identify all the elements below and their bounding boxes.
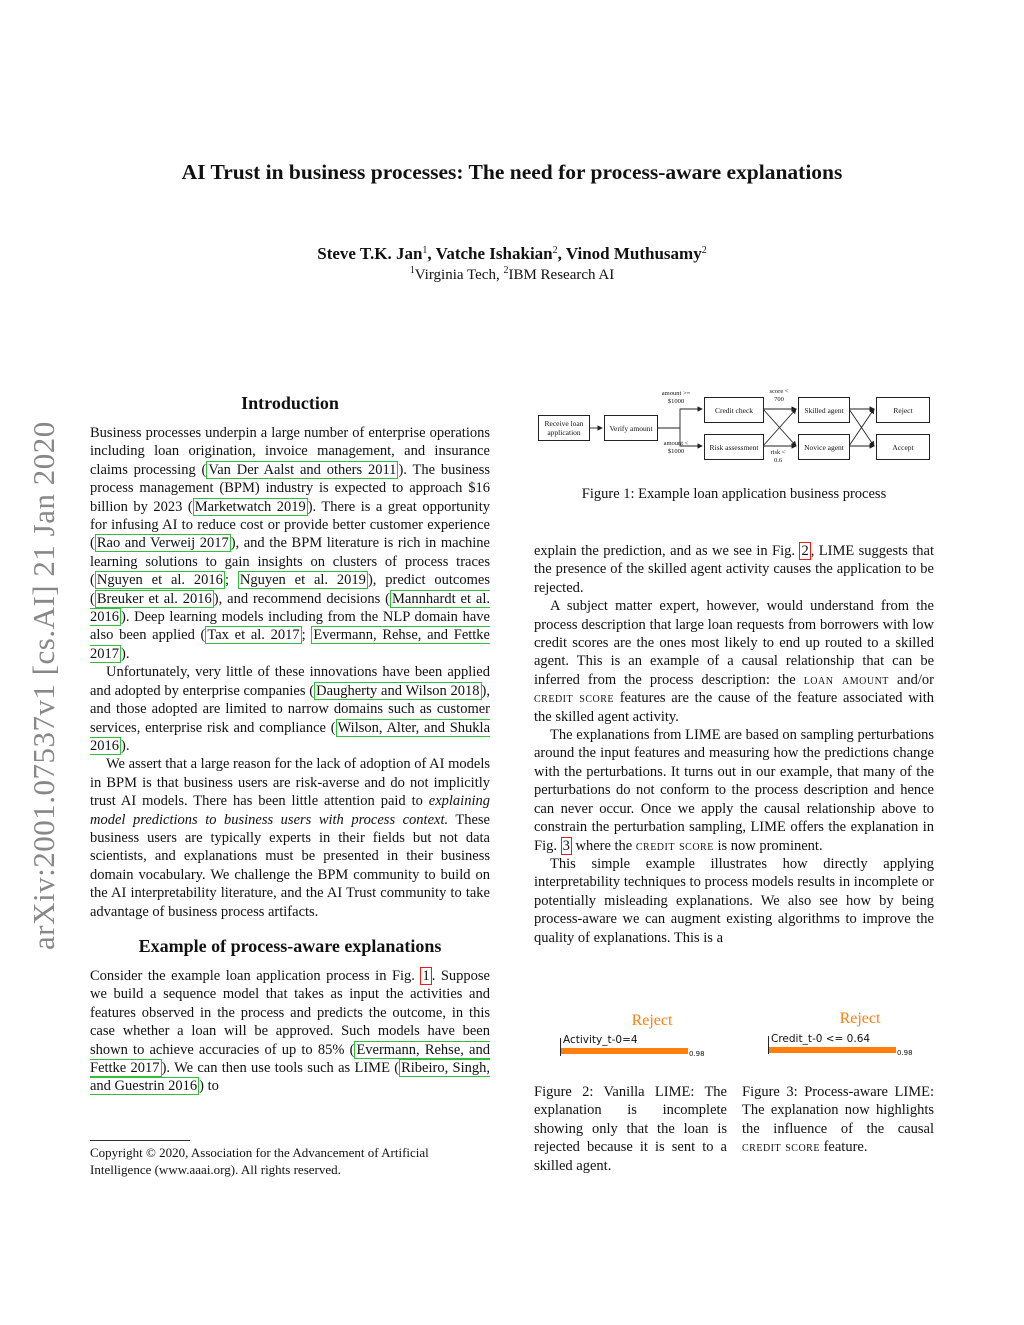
author-name: Steve T.K. Jan [317, 244, 423, 263]
citation-link[interactable]: Mannhardt et al. 2016 [90, 590, 490, 626]
citation-link[interactable]: Ribeiro, Singh, and Guestrin 2016 [90, 1060, 490, 1095]
figure-ref-link[interactable]: 2 [801, 543, 809, 559]
lime-class-title: Reject [839, 1010, 881, 1027]
figure-3-caption: Figure 3: Process-aware LIME: The explanation now highlights the influence of the causal credit score feature. [742, 1084, 934, 1156]
figure-2-lime-chart [552, 1012, 752, 1072]
citation-link[interactable]: Breuker et al. 2016 [96, 590, 212, 607]
author-name: Vatche Ishakian [435, 244, 553, 263]
affil-mark: 2 [701, 245, 707, 256]
citation-link[interactable]: Daugherty and Wilson 2018 [316, 682, 480, 699]
process-step-receive: Receive loan application [538, 415, 590, 441]
right-paragraph-3: The explanations from LIME are based on sampling perturbations around the input features and measuring how the predictions change with the perturbations. It turns out in our example, that many of the perturbations do not conform to the process description and hence can never occur. Once we apply the causal relationship above to constrain the perturbation sampling, LIME offers the explanation in Fig. 3 where the credit score is now prominent. [534, 727, 934, 854]
citation-link[interactable]: Nguyen et al. 2016 [96, 572, 223, 589]
citation-link[interactable]: Evermann, Rehse, and Fettke 2017 [90, 1041, 490, 1076]
process-outcome-accept: Accept [876, 434, 930, 460]
affiliations [0, 267, 1024, 284]
paper-title: AI Trust in business processes: The need for process-aware explanations [181, 160, 843, 184]
figure-ref-link[interactable]: 1 [422, 967, 430, 984]
process-outcome-reject: Reject [876, 397, 930, 423]
process-step-verify: Verify amount [604, 415, 658, 441]
citation-link[interactable]: Marketwatch 2019 [194, 498, 306, 515]
intro-paragraph-2: Unfortunately, very little of these innovations have been applied and adopted by enterprise companies ( Daugherty and Wilson 2018 ), and those adopted are limited to narrow domains such as customer services, enterprise risk and compliance ( Wilson, Alter, and Shukla 2016 ). [90, 664, 490, 754]
arxiv-stamp: arXiv:2001.07537v1 [cs.AI] 21 Jan 2020 [26, 421, 61, 950]
affil-mark: 2 [503, 265, 509, 276]
process-step-risk-assessment: Risk assessment [704, 434, 764, 460]
left-column [90, 392, 490, 1096]
edge-label-amount-low: amount < $1000 [663, 440, 689, 455]
figure-ref-link[interactable]: 3 [562, 837, 570, 854]
edge-label-risk: risk < 0.6 [770, 449, 786, 464]
lime-weight-value: 0.98 [897, 1049, 913, 1057]
figure-3-lime-chart [760, 1010, 960, 1070]
affil-mark: 1 [422, 245, 428, 256]
copyright-footnote: Copyright © 2020, Association for the Advancement of Artificial Intelligence (www.aaai.org). All rights reserved. [90, 1145, 429, 1177]
section-heading-example: Example of process-aware explanations [138, 935, 442, 956]
author-list: Steve T.K. Jan$^1$, Vatche Ishakian$^2$, Vinod Muthusamy$^2$ [317, 244, 707, 263]
edge-label-score: score < 700 [769, 388, 789, 403]
example-paragraph-1: Consider the example loan application process in Fig. 1 . Suppose we build a sequence model that takes as input the activities and features observed in the process and predicts the outcome, in this case whether a loan will be approved. Such models have been shown to achieve accuracies of up to 85% ( Evermann, Rehse, and Fettke 2017 ). We can then use tools such as LIME ( Ribeiro, Singh, and Guestrin 2016 ) to [90, 967, 490, 1095]
section-heading-introduction: Introduction [241, 393, 339, 413]
citation-link[interactable]: Nguyen et al. 2019 [239, 572, 366, 589]
process-step-novice-agent: Novice agent [798, 434, 850, 460]
figure-1-caption: Figure 1: Example loan application business process [581, 486, 887, 502]
figure-1-process-diagram [530, 388, 940, 468]
right-paragraph-1: explain the prediction, and as we see in Fig. 2 , LIME suggests that the presence of the skilled agent activity causes the application to be rejected. [534, 543, 934, 596]
intro-paragraph-1: Business processes underpin a large number of enterprise operations including loan origination, invoice management, and insurance claims processing ( Van Der Aalst and others 2011 ). The business process management (BPM) industry is expected to approach $16 billion by 2023 ( Marketwatch 2019 ). There is a great opportunity for infusing AI to reduce cost or provide better customer experience ( Rao and Verweij 2017 ), and the BPM literature is rich in machine learning solutions to gain insights on clusters of process traces ( Nguyen et al. 2016 ; Nguyen et al. 2019 ), predict outcomes ( Breuker et al. 2016 ), and recommend decisions ( Mannhardt et al. 2016 ). Deep learning models including from the NLP domain have also been applied ( Tax et al. 2017 ; Evermann, Rehse, and Fettke 2017 ). [90, 425, 490, 662]
lime-weight-bar [769, 1047, 896, 1053]
affil-mark: 1 [409, 265, 415, 276]
author-name: Vinod Muthusamy [565, 244, 702, 263]
intro-paragraph-3: We assert that a large reason for the lack of adoption of AI models in BPM is that business users are risk-averse and do not implicitly trust AI models. There has been little attention paid to explaining model predictions to business users with process context. These business users are typically experts in their fields but not data scientists, and explanations must be presented in their business domain vocabulary. We challenge the BPM community to build on the AI interpretability literature, and the AI Trust community to take advantage of business process artifacts. [90, 756, 490, 920]
citation-link[interactable]: Wilson, Alter, and Shukla 2016 [90, 719, 490, 754]
lime-weight-value: 0.98 [689, 1050, 705, 1058]
lime-feature-label: Credit_t-0 <= 0.64 [771, 1033, 871, 1045]
lime-class-title: Reject [631, 1012, 673, 1029]
right-paragraph-4: This simple example illustrates how directly applying interpretability techniques to process models results in incomplete or potentially misleading explanations. We also see how by being process-aware we can augment existing algorithms to improve the quality of explanations. This is a [534, 855, 934, 946]
edge-label-amount-high: amount >= $1000 [661, 390, 691, 405]
process-step-credit-check: Credit check [704, 397, 764, 423]
process-step-skilled-agent: Skilled agent [798, 397, 850, 423]
citation-link[interactable]: Rao and Verweij 2017 [96, 535, 229, 552]
lime-weight-bar [561, 1048, 688, 1054]
right-paragraph-2: A subject matter expert, however, would understand from the process description that large loan requests from borrowers with low credit scores are the ones most likely to end up routed to a skilled agent. This is an example of a causal relationship that can be inferred from the process description: the loan amount and/or credit score features are the cause of the feature associated with the skilled agent activity. [534, 598, 934, 725]
affiliation: IBM Research AI [508, 267, 615, 283]
right-column [534, 542, 934, 947]
affil-mark: 2 [552, 245, 558, 256]
footnote-divider [90, 1140, 190, 1141]
lime-feature-label: Activity_t-0=4 [563, 1034, 638, 1046]
citation-link[interactable]: Van Der Aalst and others 2011 [208, 461, 397, 478]
citation-link[interactable]: Evermann, Rehse, and Fettke 2017 [90, 627, 490, 662]
citation-link[interactable]: Tax et al. 2017 [207, 627, 300, 644]
affiliation: Virginia Tech, [414, 267, 504, 283]
figure-2-caption: Figure 2: Vanilla LIME: The explanation is incomplete showing only that the loan is rejected because it is sent to a skilled agent. [534, 1084, 727, 1174]
